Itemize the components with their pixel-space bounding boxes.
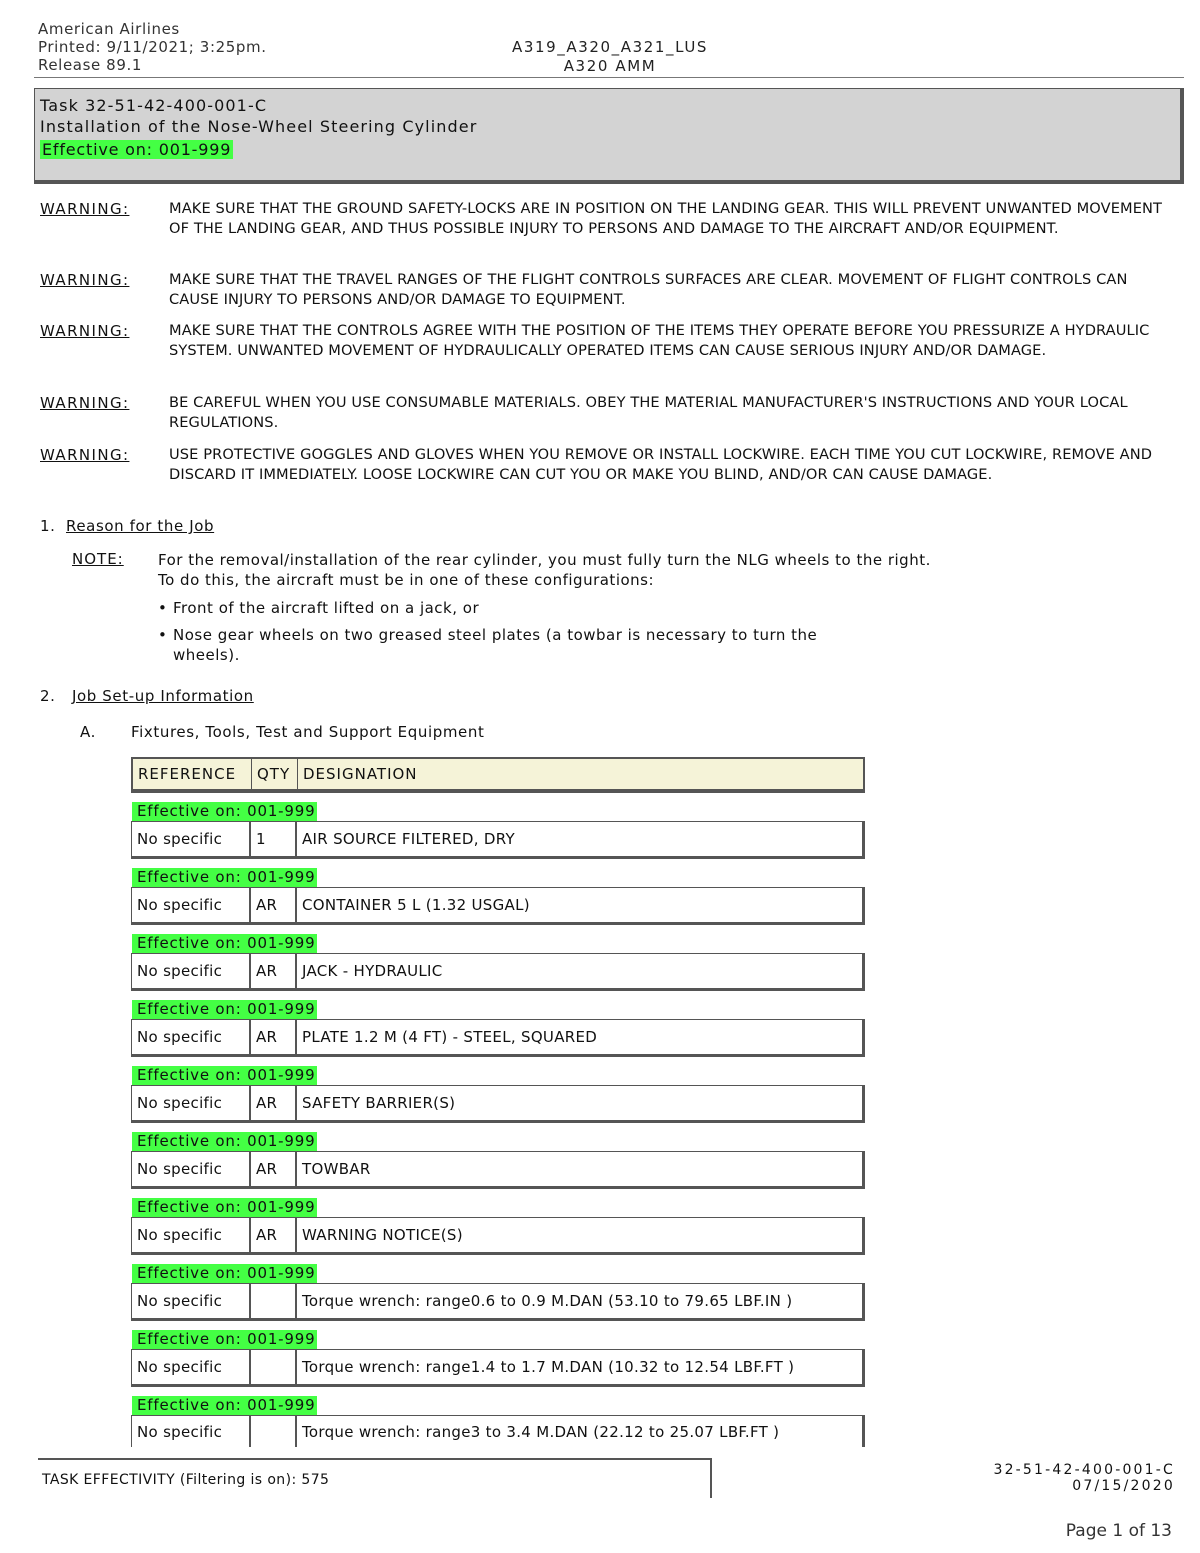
column-header-qty: QTY <box>252 759 298 789</box>
warning-text: MAKE SURE THAT THE TRAVEL RANGES OF THE FLIGHT CONTROLS SURFACES ARE CLEAR. MOVEMENT OF FLIGHT CONTROLS CAN CAUSE INJURY TO PERSONS AND/OR DAMAGE TO EQUIPMENT. <box>169 271 1128 308</box>
column-header-reference: REFERENCE <box>133 759 252 789</box>
warning-text: BE CAREFUL WHEN YOU USE CONSUMABLE MATERIALS. OBEY THE MATERIAL MANUFACTURER'S INSTRUCTIONS AND YOUR LOCAL REGULATIONS. <box>169 394 1128 431</box>
warning-label: WARNING: <box>40 271 130 289</box>
effective-row <box>131 1321 865 1349</box>
cell-reference: No specific <box>132 1152 251 1186</box>
effective-row <box>131 859 865 887</box>
cell-designation: SAFETY BARRIER(S) <box>302 1094 456 1112</box>
task-effective-line <box>40 140 233 160</box>
cell-qty: 1 <box>251 822 297 856</box>
effective-row <box>131 793 865 821</box>
task-effective-badge: Effective on: 001-999 <box>42 140 232 159</box>
cell-reference: No specific <box>132 888 251 922</box>
table-row <box>131 887 865 925</box>
cell-reference: No specific <box>132 1416 251 1447</box>
bullet-icon: • <box>158 599 168 617</box>
cell-designation: TOWBAR <box>302 1160 371 1178</box>
table-row <box>131 1085 865 1123</box>
table-row <box>131 821 865 859</box>
effective-row <box>131 1189 865 1217</box>
section-title-reason: Reason for the Job <box>66 517 215 535</box>
table-row <box>131 1283 865 1321</box>
warning-label: WARNING: <box>40 446 130 464</box>
effective-row <box>131 925 865 953</box>
cell-qty: AR <box>251 1218 297 1252</box>
bullet-text: Front of the aircraft lifted on a jack, or <box>173 599 480 617</box>
printed-date: Printed: 9/11/2021; 3:25pm. <box>38 38 267 56</box>
cell-qty: AR <box>251 888 297 922</box>
table-row <box>131 1349 865 1387</box>
cell-qty <box>251 1350 297 1384</box>
release-number: Release 89.1 <box>38 56 142 74</box>
bullet-icon: • <box>158 626 168 644</box>
warning-label: WARNING: <box>40 200 130 218</box>
effective-badge: Effective on: 001-999 <box>132 1132 317 1151</box>
footer-task-number: 32-51-42-400-001-C <box>993 1462 1175 1478</box>
effective-badge: Effective on: 001-999 <box>132 1330 317 1349</box>
note-text-line1: For the removal/installation of the rear cylinder, you must fully turn the NLG wheels to the right. <box>158 551 931 569</box>
table-row <box>131 953 865 991</box>
cell-designation: JACK - HYDRAULIC <box>302 962 443 980</box>
cell-qty: AR <box>251 1152 297 1186</box>
cell-designation: AIR SOURCE FILTERED, DRY <box>302 830 515 848</box>
effective-badge: Effective on: 001-999 <box>132 868 317 887</box>
cell-reference: No specific <box>132 1020 251 1054</box>
effective-row <box>131 1057 865 1085</box>
table-row <box>131 1019 865 1057</box>
cell-qty: AR <box>251 954 297 988</box>
cell-reference: No specific <box>132 1086 251 1120</box>
task-number: Task 32-51-42-400-001-C <box>40 96 268 115</box>
effective-row <box>131 1255 865 1283</box>
header-divider <box>34 77 1184 78</box>
equipment-table <box>131 757 865 1447</box>
table-row <box>131 1151 865 1189</box>
bullet-text: Nose gear wheels on two greased steel plates (a towbar is necessary to turn the <box>173 626 818 644</box>
section-number: 1. <box>40 517 56 535</box>
cell-qty <box>251 1416 297 1447</box>
warning-label: WARNING: <box>40 322 130 340</box>
table-header-row <box>131 757 865 793</box>
subsection-title: Fixtures, Tools, Test and Support Equipment <box>131 723 485 741</box>
effective-badge: Effective on: 001-999 <box>132 1066 317 1085</box>
section-title-job-setup: Job Set-up Information <box>72 687 254 705</box>
effective-badge: Effective on: 001-999 <box>132 802 317 821</box>
cell-reference: No specific <box>132 822 251 856</box>
note-text-line2: To do this, the aircraft must be in one of these configurations: <box>158 571 655 589</box>
cell-designation: WARNING NOTICE(S) <box>302 1226 463 1244</box>
effective-badge: Effective on: 001-999 <box>132 934 317 953</box>
cell-qty: AR <box>251 1020 297 1054</box>
document-header-center <box>420 38 800 76</box>
effective-badge: Effective on: 001-999 <box>132 1396 317 1415</box>
cell-designation: Torque wrench: range0.6 to 0.9 M.DAN (53.10 to 79.65 LBF.IN ) <box>302 1292 793 1310</box>
cell-designation: PLATE 1.2 M (4 FT) - STEEL, SQUARED <box>302 1028 598 1046</box>
subsection-letter: A. <box>80 723 96 741</box>
cell-qty <box>251 1284 297 1318</box>
cell-reference: No specific <box>132 1218 251 1252</box>
cell-designation: CONTAINER 5 L (1.32 USGAL) <box>302 896 530 914</box>
effective-badge: Effective on: 001-999 <box>132 1000 317 1019</box>
warning-text: USE PROTECTIVE GOGGLES AND GLOVES WHEN YOU REMOVE OR INSTALL LOCKWIRE. EACH TIME YOU CUT LOCKWIRE, REMOVE AND DISCARD IT IMMEDIATELY. LOOSE LOCKWIRE CAN CUT YOU OR MAKE YOU BLIND, AND/OR CAN CAUSE DAMAGE. <box>169 446 1153 483</box>
footer-task-reference <box>900 1462 1175 1494</box>
aircraft-models: A319_A320_A321_LUS <box>511 38 709 56</box>
cell-reference: No specific <box>132 954 251 988</box>
effective-badge: Effective on: 001-999 <box>132 1198 317 1217</box>
cell-designation: Torque wrench: range3 to 3.4 M.DAN (22.12 to 25.07 LBF.FT ) <box>302 1422 780 1441</box>
effective-row <box>131 1387 865 1415</box>
cell-reference: No specific <box>132 1284 251 1318</box>
warning-text: MAKE SURE THAT THE CONTROLS AGREE WITH THE POSITION OF THE ITEMS THEY OPERATE BEFORE YOU PRESSURIZE A HYDRAULIC SYSTEM. UNWANTED MOVEMENT OF HYDRAULICALLY OPERATED ITEMS CAN CAUSE SERIOUS INJURY AND/OR DAMAGE. <box>169 322 1150 359</box>
warning-label: WARNING: <box>40 394 130 412</box>
footer-revision-date: 07/15/2020 <box>1072 1478 1175 1494</box>
section-number: 2. <box>40 687 56 705</box>
company-name: American Airlines <box>38 20 180 38</box>
column-header-designation: DESIGNATION <box>303 765 418 783</box>
cell-qty: AR <box>251 1086 297 1120</box>
note-label: NOTE: <box>72 550 124 568</box>
table-row <box>131 1415 865 1447</box>
effective-badge: Effective on: 001-999 <box>132 1264 317 1283</box>
manual-name: A320 AMM <box>563 57 657 75</box>
cell-reference: No specific <box>132 1350 251 1384</box>
task-effectivity: TASK EFFECTIVITY (Filtering is on): 575 <box>42 1472 330 1488</box>
effective-row <box>131 1123 865 1151</box>
warning-text: MAKE SURE THAT THE GROUND SAFETY-LOCKS ARE IN POSITION ON THE LANDING GEAR. THIS WILL PREVENT UNWANTED MOVEMENT OF THE LANDING GEAR, AND THUS POSSIBLE INJURY TO PERSONS AND DAMAGE TO THE AIRCRAFT AND/OR EQUIPMENT. <box>169 200 1163 237</box>
cell-designation: Torque wrench: range1.4 to 1.7 M.DAN (10.32 to 12.54 LBF.FT ) <box>302 1358 795 1376</box>
task-title: Installation of the Nose-Wheel Steering Cylinder <box>40 117 478 136</box>
bullet-item <box>158 625 878 665</box>
bullet-text-continued: wheels). <box>173 646 240 664</box>
effective-row <box>131 991 865 1019</box>
table-row <box>131 1217 865 1255</box>
page-number: Page 1 of 13 <box>1065 1521 1172 1541</box>
bullet-item <box>158 598 878 618</box>
document-header-left <box>38 20 267 74</box>
